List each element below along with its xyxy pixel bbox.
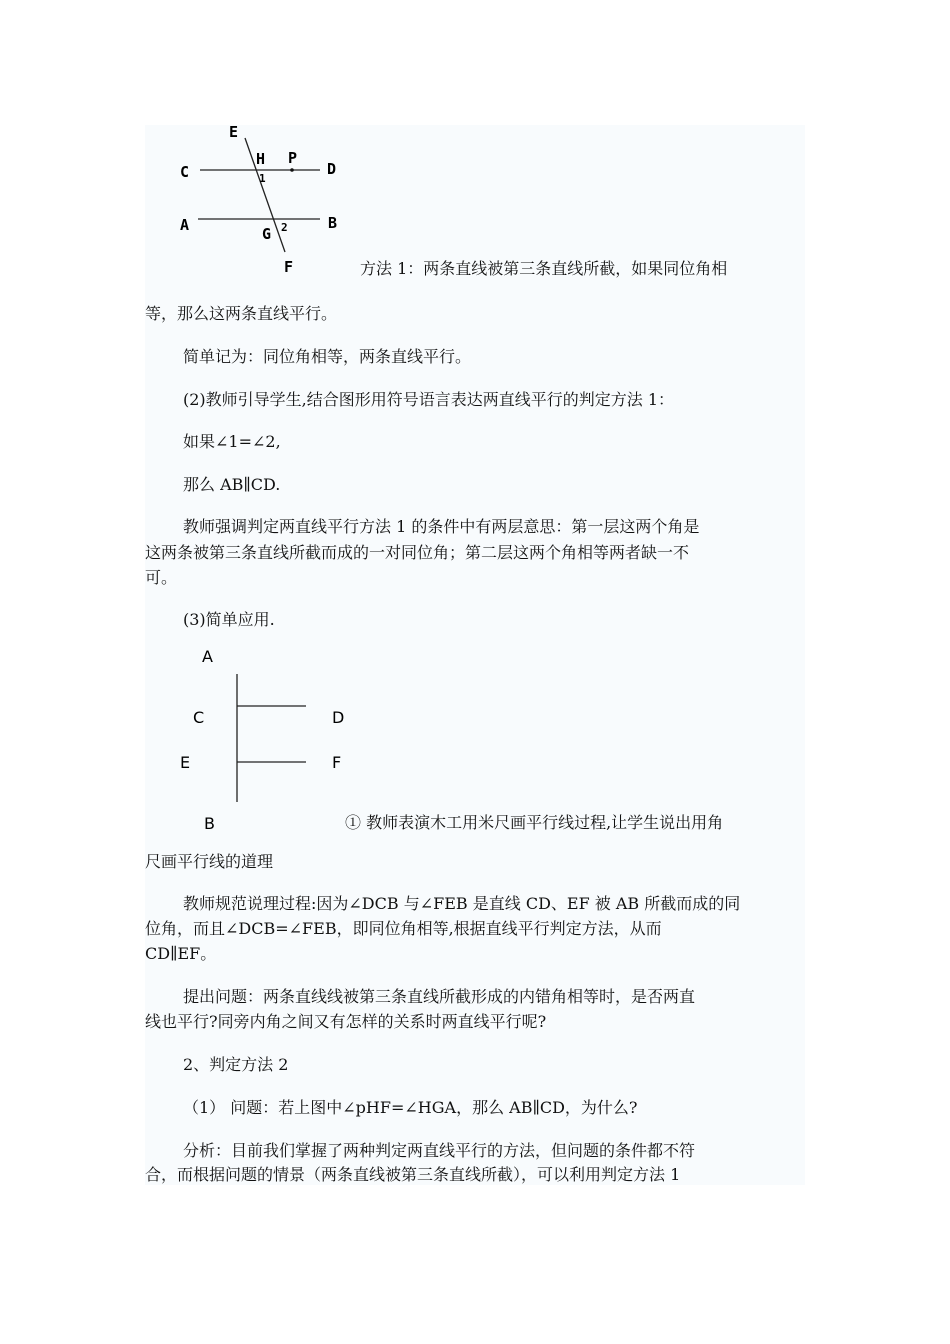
label-e: E [180, 753, 191, 772]
emphasis-line3: 可。 [145, 568, 178, 587]
label-p: P [288, 149, 298, 167]
method2-question: （1） 问题：若上图中∠pHF=∠HGA，那么 AB∥CD，为什么? [183, 1098, 638, 1117]
analysis-line1: 分析：目前我们掌握了两种判定两直线平行的方法，但问题的条件都不符 [183, 1141, 696, 1160]
label-c: C [180, 163, 190, 181]
standard-line2: 位角，而且∠DCB=∠FEB，即同位角相等,根据直线平行判定方法，从而 [145, 919, 662, 938]
label-f: F [284, 258, 294, 276]
demo-line1: ① 教师表演木工用米尺画平行线过程,让学生说出用角 [345, 813, 724, 832]
guide-text: (2)教师引导学生,结合图形用符号语言表达两直线平行的判定方法 1： [183, 390, 675, 409]
label-e: E [229, 123, 239, 141]
method1-line1: 方法 1：两条直线被第三条直线所截，如果同位角相 [360, 259, 728, 278]
label-c: C [193, 708, 205, 727]
label-f: F [332, 753, 342, 772]
method1-line2: 等，那么这两条直线平行。 [145, 304, 338, 323]
emphasis-line1: 教师强调判定两直线平行方法 1 的条件中有两层意思：第一层这两个角是 [183, 517, 700, 536]
label-h: H [256, 150, 266, 168]
question-line2: 线也平行?同旁内角之间又有怎样的关系时两直线平行呢? [145, 1012, 547, 1031]
emphasis-line2: 这两条被第三条直线所截而成的一对同位角；第二层这两个角相等两者缺一不 [145, 543, 690, 562]
point-p [290, 168, 294, 172]
method2-heading: 2、判定方法 2 [183, 1055, 289, 1074]
analysis-line2: 合，而根据问题的情景（两条直线被第三条直线所截），可以利用判定方法 1 [145, 1165, 681, 1184]
label-b: B [204, 814, 215, 833]
apply-heading: (3)简单应用. [183, 610, 275, 629]
simple-rule: 简单记为：同位角相等，两条直线平行。 [183, 347, 472, 366]
demo-line2: 尺画平行线的道理 [145, 852, 274, 871]
label-b: B [328, 214, 338, 232]
then-statement: 那么 AB∥CD. [183, 475, 281, 494]
figure-transversal [170, 120, 360, 280]
label-d: D [327, 160, 337, 178]
standard-line3: CD∥EF。 [145, 944, 217, 963]
if-statement: 如果∠1=∠2, [183, 432, 281, 451]
label-1: 1 [259, 172, 266, 185]
label-a: A [202, 647, 213, 666]
label-g: G [262, 225, 272, 243]
label-d: D [332, 708, 345, 727]
figure-parallel-ruler [170, 640, 360, 840]
question-line1: 提出问题：两条直线线被第三条直线所截形成的内错角相等时，是否两直 [183, 987, 696, 1006]
standard-line1: 教师规范说理过程:因为∠DCB 与∠FEB 是直线 CD、EF 被 AB 所截而成的同 [183, 894, 741, 913]
label-2: 2 [281, 221, 288, 234]
label-a: A [180, 216, 190, 234]
